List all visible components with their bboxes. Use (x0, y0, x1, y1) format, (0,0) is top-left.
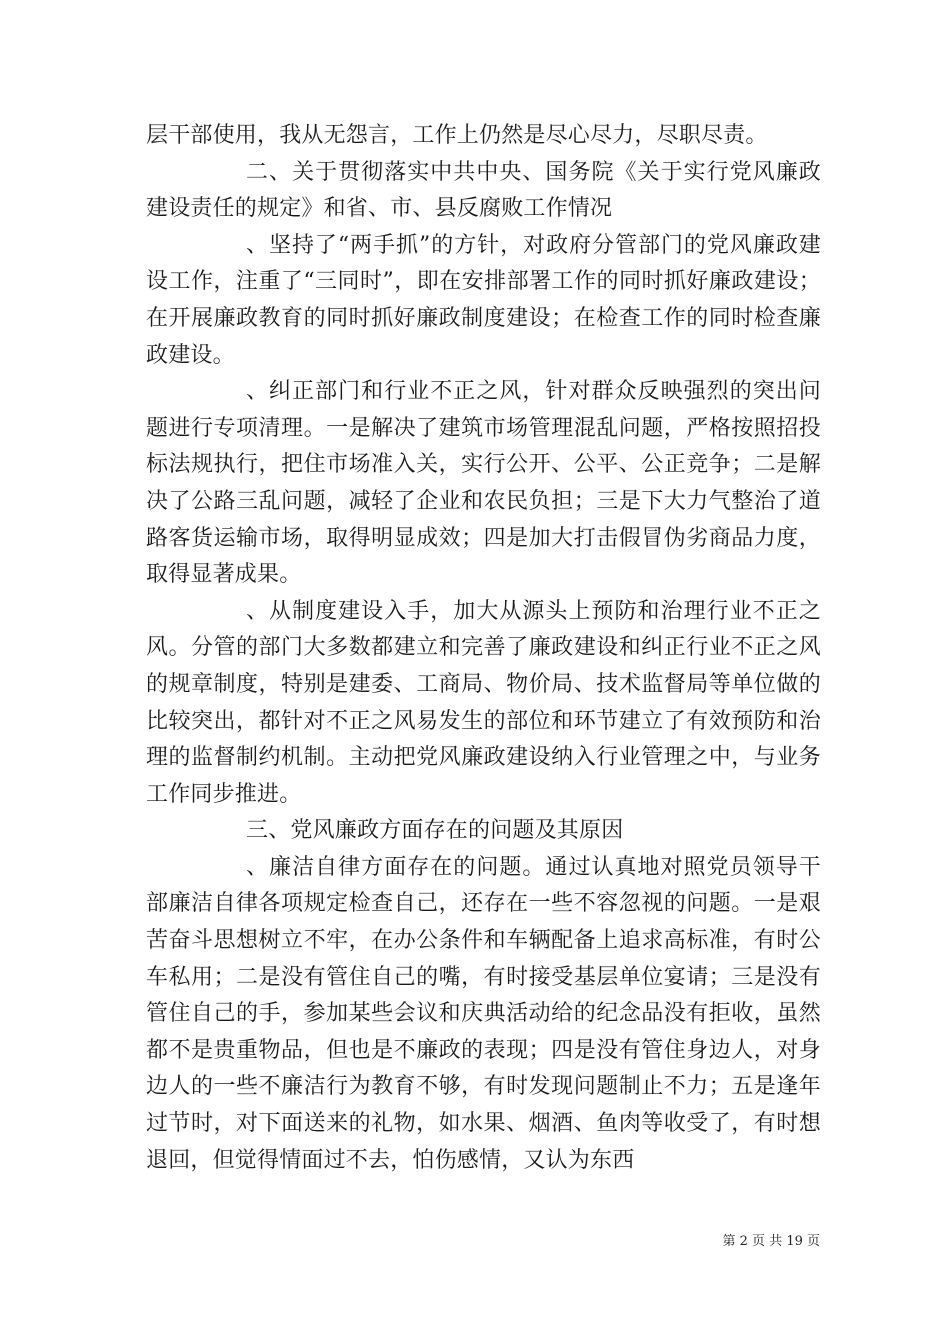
paragraph-self-discipline: 、廉洁自律方面存在的问题。通过认真地对照党员领导干部廉洁自律各项规定检查自己，还存在一些不容忽视的问题。一是艰苦奋斗思想树立不牢，在办公条件和车辆配备上追求高标准，有时公车私用；二是没有管住自己的嘴，有时接受基层单位宴请；三是没有管住自己的手，参加某些会议和庆典活动给的纪念品没有拒收，虽然都不是贵重物品，但也是不廉政的表现；四是没有管住身边人，对身边人的一些不廉洁行为教育不够，有时发现问题制止不力；五是逢年过节时，对下面送来的礼物，如水果、烟酒、鱼肉等收受了，有时想退回，但觉得情面过不去，怕伤感情，又认为东西 (146, 854, 821, 1173)
section-heading-three: 三、党风廉政方面存在的问题及其原因 (246, 818, 624, 844)
section-heading-two: 二、关于贯彻落实中共中央、国务院《关于实行党风廉政建设责任的规定》和省、市、县反腐败工作情况 (146, 159, 821, 222)
page-number: 第 2 页 共 19 页 (722, 1234, 820, 1249)
paragraph-correct-malpractice: 、纠正部门和行业不正之风，针对群众反映强烈的突出问题进行专项清理。一是解决了建筑市场管理混乱问题，严格按照招投标法规执行，把住市场准入关，实行公开、公平、公正竞争；二是解决了公路三乱问题，减轻了企业和农民负担；三是下大力气整治了道路客货运输市场，取得明显成效；四是加大打击假冒伪劣商品力度，取得显著成果。 (146, 379, 821, 588)
paragraph-continuation: 层干部使用，我从无怨言，工作上仍然是尽心尽力，尽职尽责。 (146, 123, 768, 148)
paragraph-system-building: 、从制度建设入手，加大从源头上预防和治理行业不正之风。分管的部门大多数都建立和完善了廉政建设和纠正行业不正之风的规章制度，特别是建委、工商局、物价局、技术监督局等单位做的比较突出，都针对不正之风易发生的部位和环节建立了有效预防和治理的监督制约机制。主动把党风廉政建设纳入行业管理之中，与业务工作同步推进。 (146, 598, 821, 807)
document-body (146, 118, 821, 1179)
paragraph-two-hands: 、坚持了“两手抓”的方针，对政府分管部门的党风廉政建设工作，注重了“三同时”，即在安排部署工作的同时抓好廉政建设；在开展廉政教育的同时抓好廉政制度建设；在检查工作的同时检查廉政建设。 (146, 232, 821, 368)
